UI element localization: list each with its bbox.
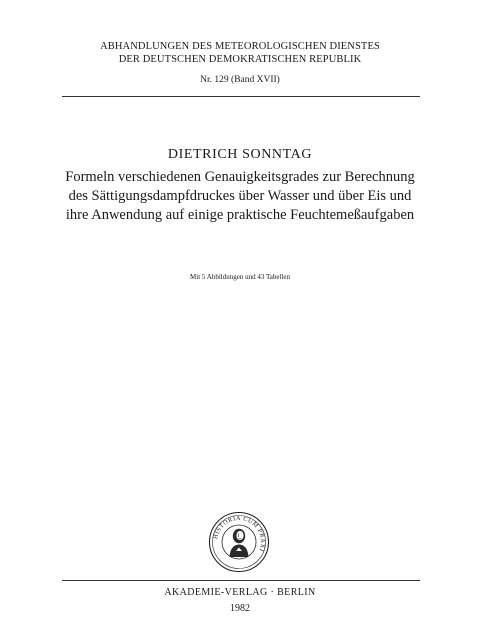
bottom-divider xyxy=(62,580,420,581)
publication-year: 1982 xyxy=(230,603,250,614)
series-number: Nr. 129 (Band XVII) xyxy=(200,75,280,85)
top-divider xyxy=(62,96,420,97)
illustrations-note: Mit 5 Abbildungen und 43 Tabellen xyxy=(190,273,290,281)
work-title-line-2: des Sättigungsdampfdruckes über Wasser und über Eis und xyxy=(68,188,412,204)
publisher-name: AKADEMIE-VERLAG · BERLIN xyxy=(164,587,316,598)
author-name: DIETRICH SONNTAG xyxy=(167,147,313,162)
work-title-line-3: ihre Anwendung auf einige praktische Feuchtemeßaufgaben xyxy=(65,207,415,223)
series-title-line-1: ABHANDLUNGEN DES METEOROLOGISCHEN DIENSTES xyxy=(100,41,380,52)
seal-motto: HISTORIA CUM PRAXI xyxy=(212,514,267,553)
series-title-line-2: DER DEUTSCHEN DEMOKRATISCHEN REPUBLIK xyxy=(118,54,362,65)
work-title-line-1: Formeln verschiedenen Genauigkeitsgrades zur Berechnung xyxy=(65,169,415,185)
publisher-seal-icon xyxy=(208,511,270,573)
